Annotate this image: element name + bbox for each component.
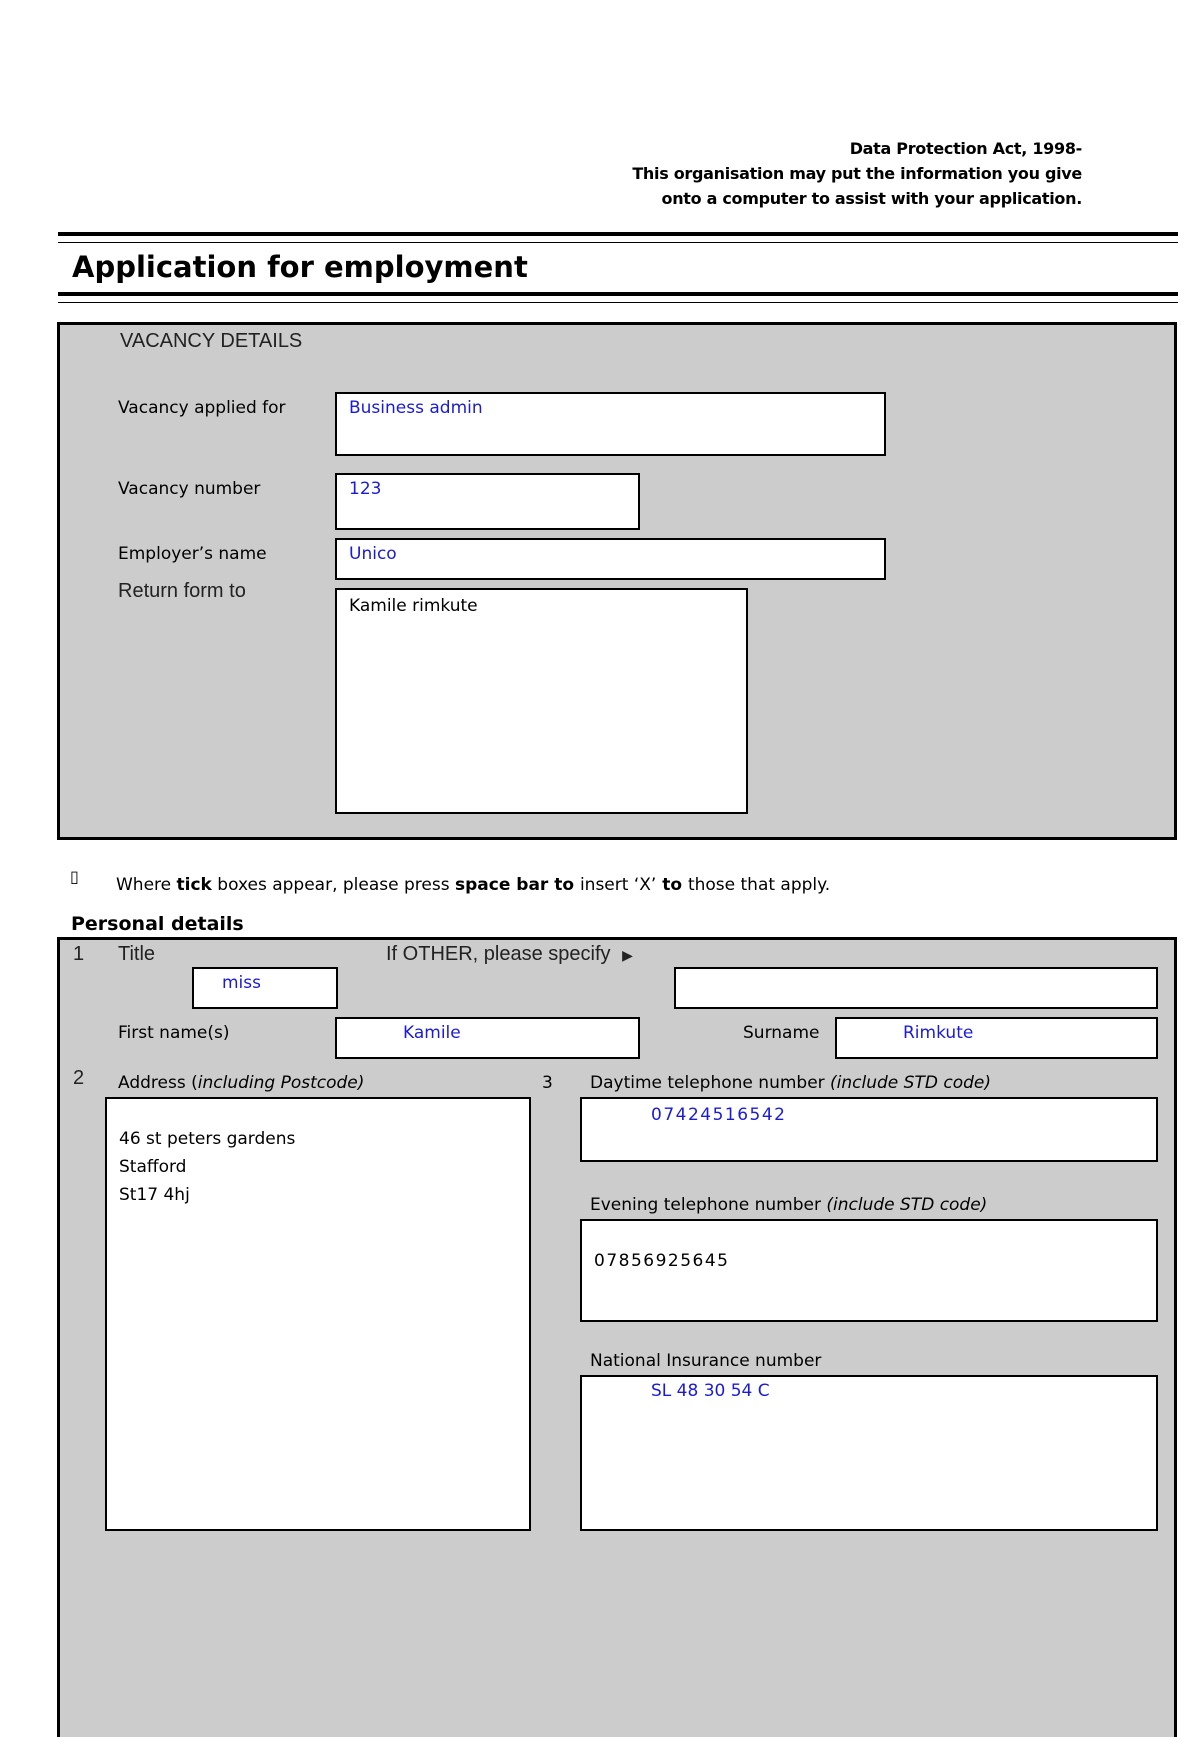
vacancy-number-label: Vacancy number xyxy=(118,479,261,499)
evening-tel-label xyxy=(590,1195,987,1215)
instruction-text-2: boxes appear, please press xyxy=(211,875,455,895)
box-glyph-icon: ▯ xyxy=(70,867,79,886)
surname-label: Surname xyxy=(743,1023,820,1043)
notice-line-2: This organisation may put the information you give xyxy=(632,164,1082,183)
daytime-tel-label-text: Daytime telephone number xyxy=(590,1073,831,1093)
personal-details-panel xyxy=(57,937,1177,1737)
item-number-1: 1 xyxy=(73,943,85,965)
evening-tel-field[interactable]: 07856925645 xyxy=(580,1219,1158,1322)
first-name-field[interactable]: Kamile xyxy=(335,1017,640,1059)
bottom-rule-thin xyxy=(58,302,1178,303)
return-form-label: Return form to xyxy=(118,580,246,602)
return-form-field[interactable]: Kamile rimkute xyxy=(335,588,748,814)
ni-number-field[interactable]: SL 48 30 54 C xyxy=(580,1375,1158,1531)
daytime-tel-label xyxy=(590,1073,991,1093)
vacancy-applied-field[interactable]: Business admin xyxy=(335,392,886,456)
data-protection-notice xyxy=(632,136,1082,211)
address-line-1: 46 st peters gardens xyxy=(119,1129,296,1149)
item-number-2: 2 xyxy=(73,1067,85,1089)
employer-name-label: Employer’s name xyxy=(118,544,267,564)
daytime-tel-label-italic: (include STD code) xyxy=(830,1073,991,1093)
notice-line-3: onto a computer to assist with your application. xyxy=(661,189,1082,208)
address-line-2: Stafford xyxy=(119,1157,187,1177)
personal-details-heading: Personal details xyxy=(71,913,244,935)
address-label xyxy=(118,1073,364,1093)
triangle-right-icon: ▶ xyxy=(622,947,633,963)
daytime-tel-field[interactable]: 07424516542 xyxy=(580,1097,1158,1162)
title-label: Title xyxy=(118,943,156,965)
item-number-3: 3 xyxy=(542,1073,553,1093)
ni-number-label: National Insurance number xyxy=(590,1351,822,1371)
employer-name-field[interactable]: Unico xyxy=(335,538,886,580)
address-label-text: Address ( xyxy=(118,1073,198,1093)
instruction-to-1: to xyxy=(548,875,580,895)
instruction-space-bar: space bar xyxy=(454,875,549,895)
top-rule-thin xyxy=(58,242,1178,243)
vacancy-number-field[interactable]: 123 xyxy=(335,473,640,530)
instruction-to-2: to xyxy=(656,875,688,895)
evening-tel-label-italic: (include STD code) xyxy=(826,1195,988,1215)
notice-line-1: Data Protection Act, 1998- xyxy=(849,139,1082,158)
other-specify-label xyxy=(386,943,633,966)
surname-field[interactable]: Rimkute xyxy=(835,1017,1158,1059)
vacancy-heading: VACANCY DETAILS xyxy=(120,330,303,352)
bottom-rule-thick xyxy=(58,292,1178,296)
address-label-italic: including Postcode) xyxy=(197,1073,365,1093)
address-field[interactable] xyxy=(105,1097,531,1531)
vacancy-details-panel xyxy=(57,322,1177,840)
address-line-3: St17 4hj xyxy=(119,1185,190,1205)
vacancy-applied-label: Vacancy applied for xyxy=(118,398,286,418)
tick-box-instruction xyxy=(116,875,830,895)
other-specify-field[interactable] xyxy=(674,967,1158,1009)
title-field[interactable]: miss xyxy=(192,967,338,1009)
instruction-tick: tick xyxy=(176,875,212,895)
page-title: Application for employment xyxy=(72,250,528,284)
instruction-end: those that apply. xyxy=(687,875,831,895)
top-rule-thick xyxy=(58,232,1178,236)
first-name-label: First name(s) xyxy=(118,1023,230,1043)
other-specify-text: If OTHER, please specify xyxy=(386,943,611,965)
instruction-text-1: Where xyxy=(116,875,177,895)
instruction-insert: insert ‘X’ xyxy=(579,875,657,895)
evening-tel-label-text: Evening telephone number xyxy=(590,1195,827,1215)
